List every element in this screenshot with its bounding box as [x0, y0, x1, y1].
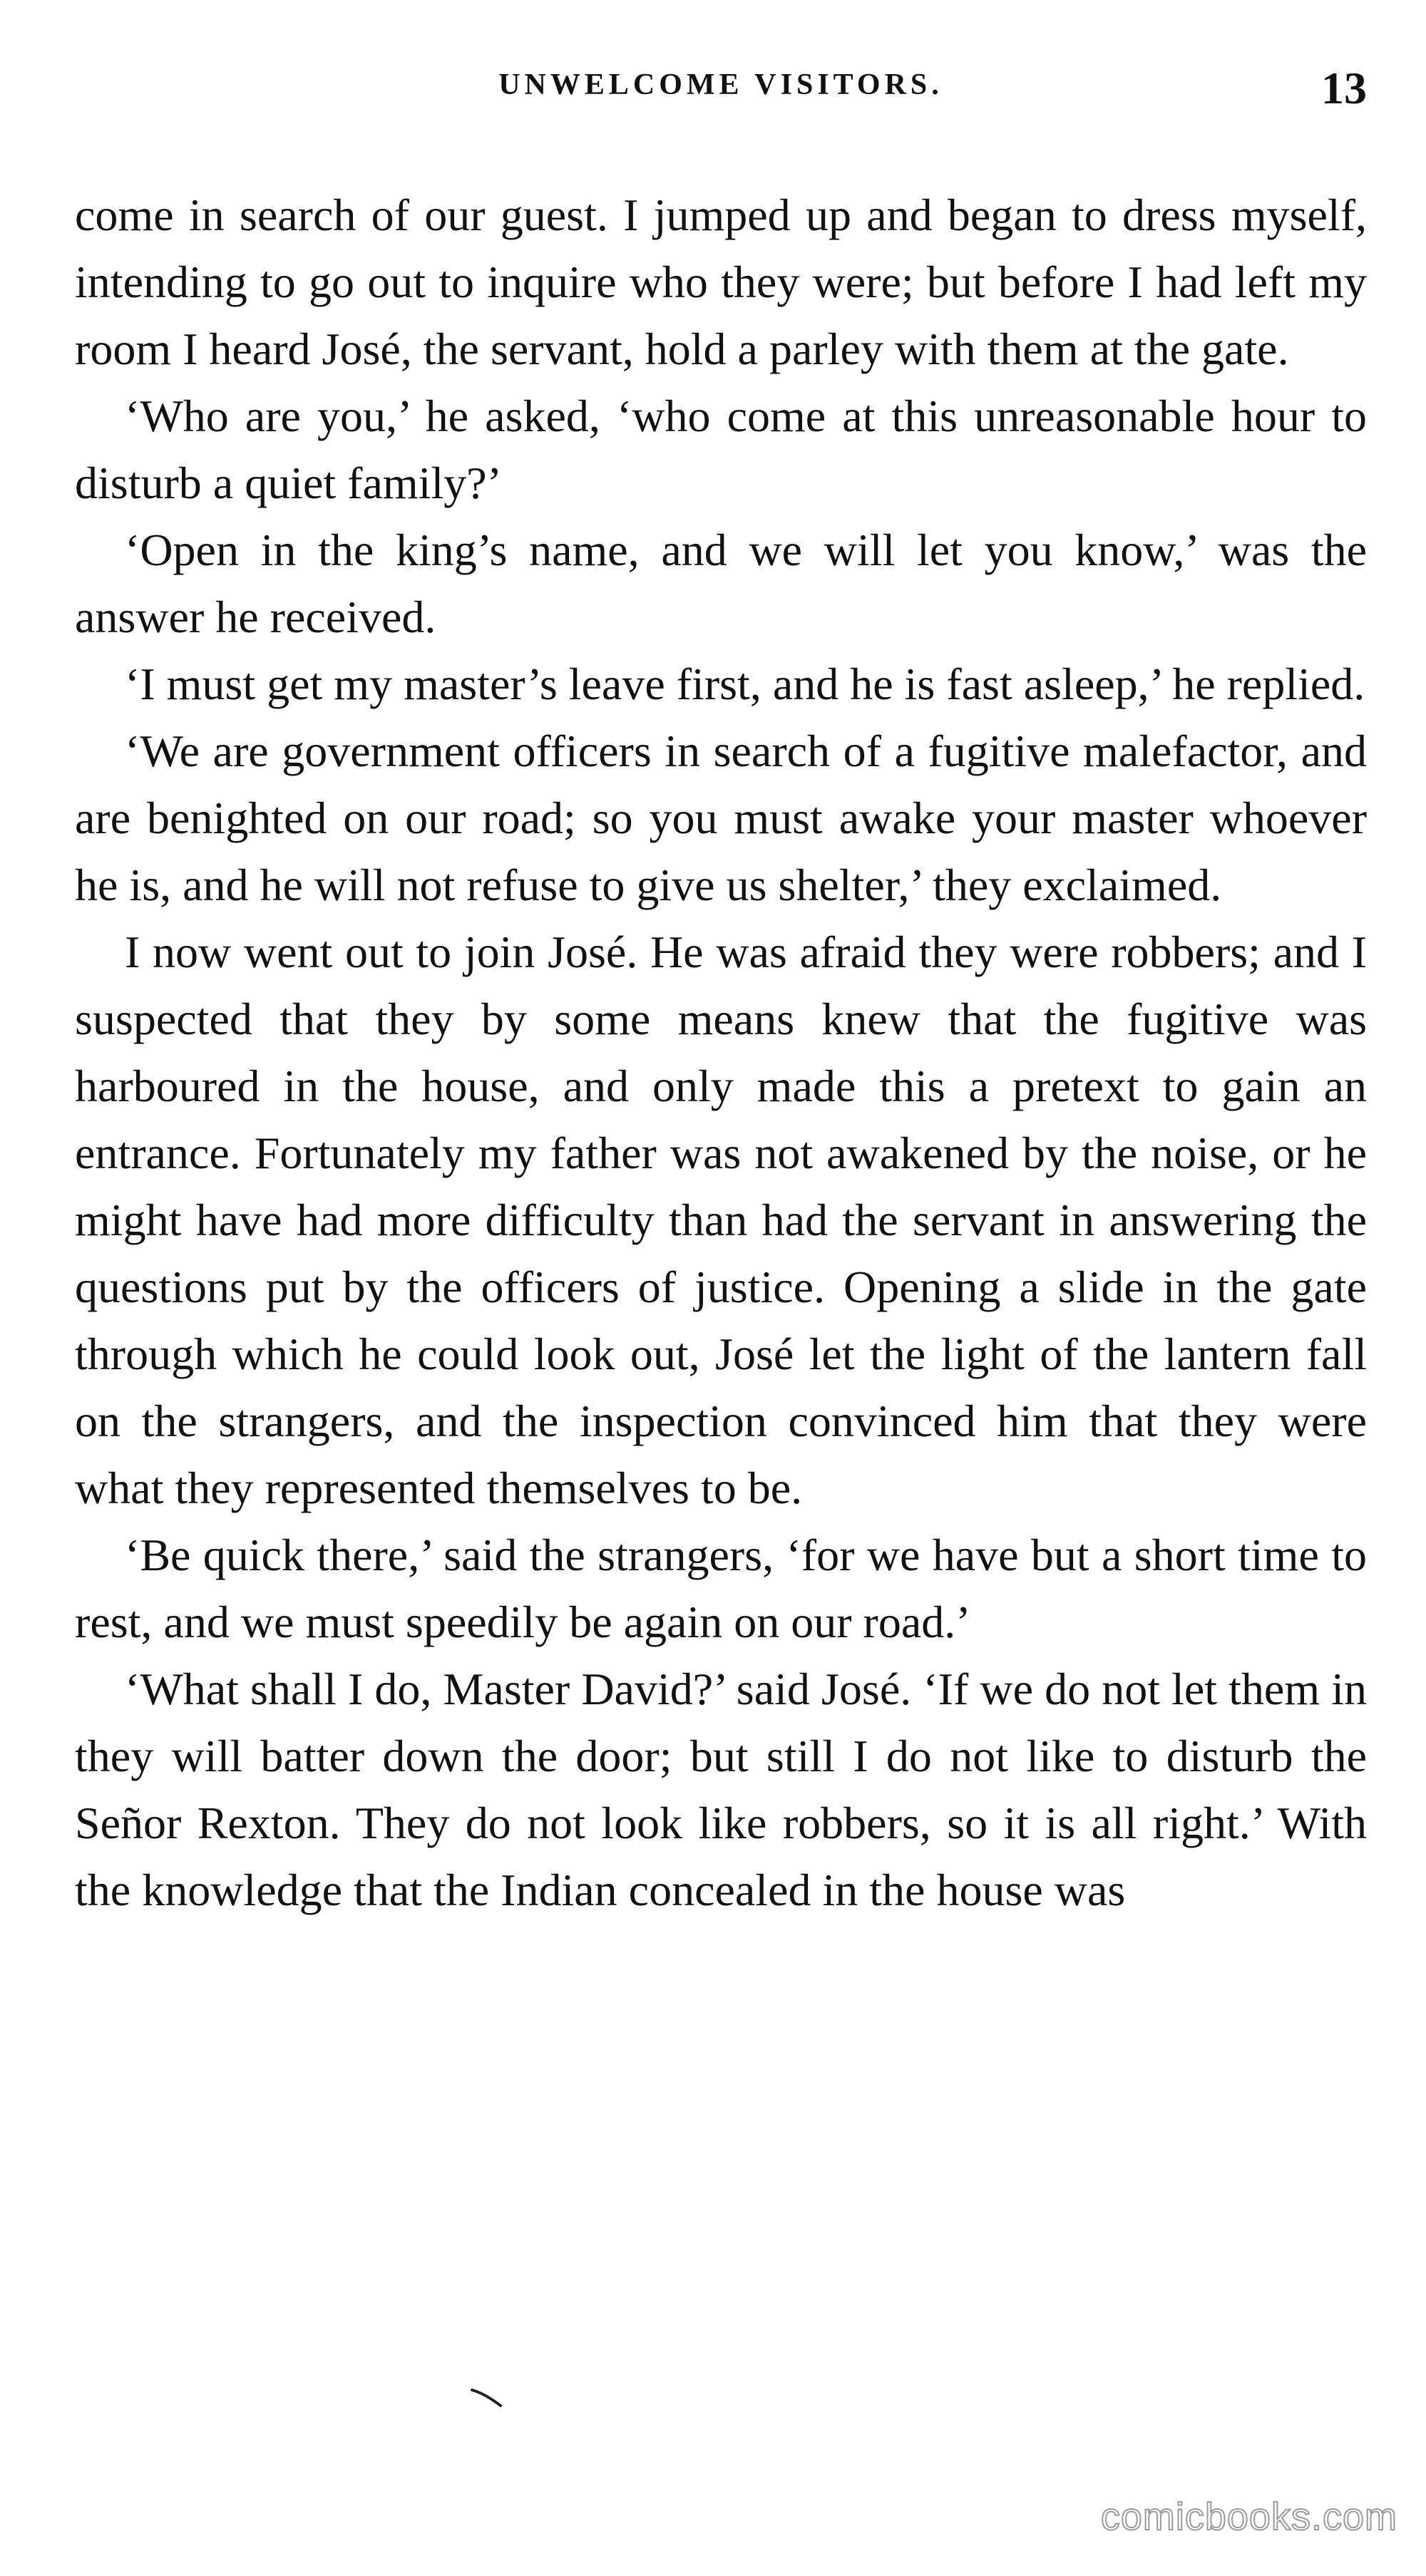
paragraph: ‘I must get my master’s leave first, and he is fast asleep,’ he replied.: [125, 659, 1365, 709]
page-header: [75, 63, 1367, 132]
body-text: [75, 182, 1367, 1924]
paragraph: come in search of our guest. I jumped up and began to dress myself, intending to go out to inquire who they were; but before I had left my room I heard José, the servant, hold a parley with them at the gate.: [75, 190, 1367, 374]
paragraph: ‘Be quick there,’ said the strangers, ‘for we have but a short time to rest, and we must speedily be again on our road.’: [75, 1530, 1367, 1647]
paragraph: I now went out to join José. He was afraid they were robbers; and I suspected that they by some means knew that the fugitive was harboured in the house, and only made this a pretext to gain an entrance. Fortunately my father was not awakened by the noise, or he might have had more difficulty than had the servant in answering the questions put by the officers of justice. Opening a slide in the gate through which he could look out, José let the light of the lantern fall on the strangers, and the inspection convinced him that they were what they represented themselves to be.: [75, 927, 1367, 1513]
paragraph: ‘We are government officers in search of a fugitive malefactor, and are benighted on our road; so you must awake your master whoever he is, and he will not refuse to give us shelter,’ they exclaimed.: [75, 726, 1367, 910]
page-number: 13: [1321, 63, 1367, 113]
paragraph: ‘Who are you,’ he asked, ‘who come at this unreasonable hour to disturb a quiet family?’: [75, 391, 1367, 508]
watermark: comicbooks.com: [1100, 2495, 1397, 2538]
paragraph: ‘What shall I do, Master David?’ said José. ‘If we do not let them in they will batter down the door; but still I do not like to disturb the Señor Rexton. They do not look like robbers, so it is all right.’ With the knowledge that the Indian concealed in the house was: [75, 1664, 1367, 1915]
stray-ink-mark: [471, 2388, 503, 2408]
running-head: UNWELCOME VISITORS.: [498, 68, 943, 101]
paragraph: ‘Open in the king’s name, and we will let you know,’ was the answer he received.: [75, 525, 1367, 642]
